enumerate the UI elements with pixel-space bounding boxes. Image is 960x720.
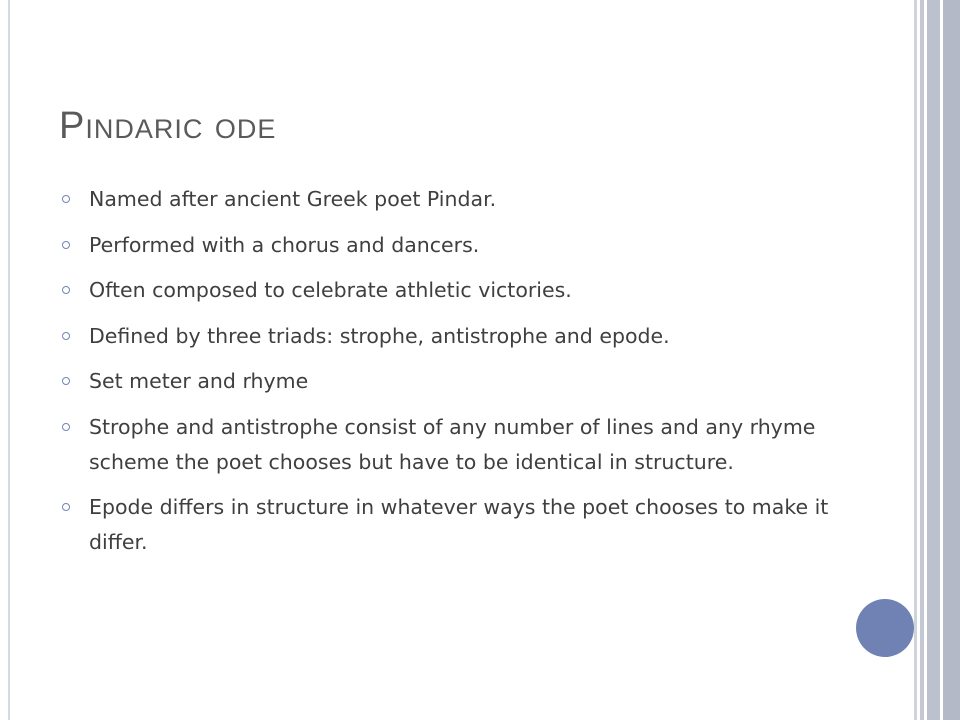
decorative-circle	[856, 599, 914, 657]
bullet-circle-icon	[62, 377, 70, 385]
bullet-text: Named after ancient Greek poet Pindar.	[89, 187, 497, 211]
bullet-circle-icon	[62, 195, 70, 203]
stripe	[943, 0, 960, 720]
bullet-circle-icon	[62, 286, 70, 294]
left-border-line	[8, 0, 10, 720]
bullet-text: Strophe and antistrophe consist of any number of lines and any rhyme scheme the poet chooses but have to be identical in structure.	[89, 414, 816, 474]
bullet-text: Performed with a chorus and dancers.	[89, 232, 480, 257]
bullet-item	[60, 410, 870, 480]
bullet-list	[60, 182, 870, 571]
bullet-text: Often composed to celebrate athletic victories.	[89, 278, 572, 302]
bullet-item	[60, 364, 870, 399]
bullet-item	[60, 182, 870, 217]
bullet-item	[60, 228, 870, 263]
bullet-circle-icon	[62, 423, 70, 431]
bullet-text: Defined by three triads: strophe, antistrophe and epode.	[89, 323, 670, 348]
right-decorative-band	[914, 0, 960, 720]
bullet-text: Set meter and rhyme	[89, 369, 309, 393]
stripe	[927, 0, 940, 720]
bullet-circle-icon	[62, 332, 70, 340]
bullet-circle-icon	[62, 241, 70, 249]
bullet-item	[60, 273, 870, 308]
bullet-circle-icon	[62, 503, 70, 511]
bullet-text: Epode differs in structure in whatever ways the poet chooses to make it differ.	[89, 495, 829, 554]
slide-title: Pindaric ode	[59, 105, 277, 147]
bullet-item	[60, 490, 870, 560]
bullet-item	[60, 319, 870, 354]
